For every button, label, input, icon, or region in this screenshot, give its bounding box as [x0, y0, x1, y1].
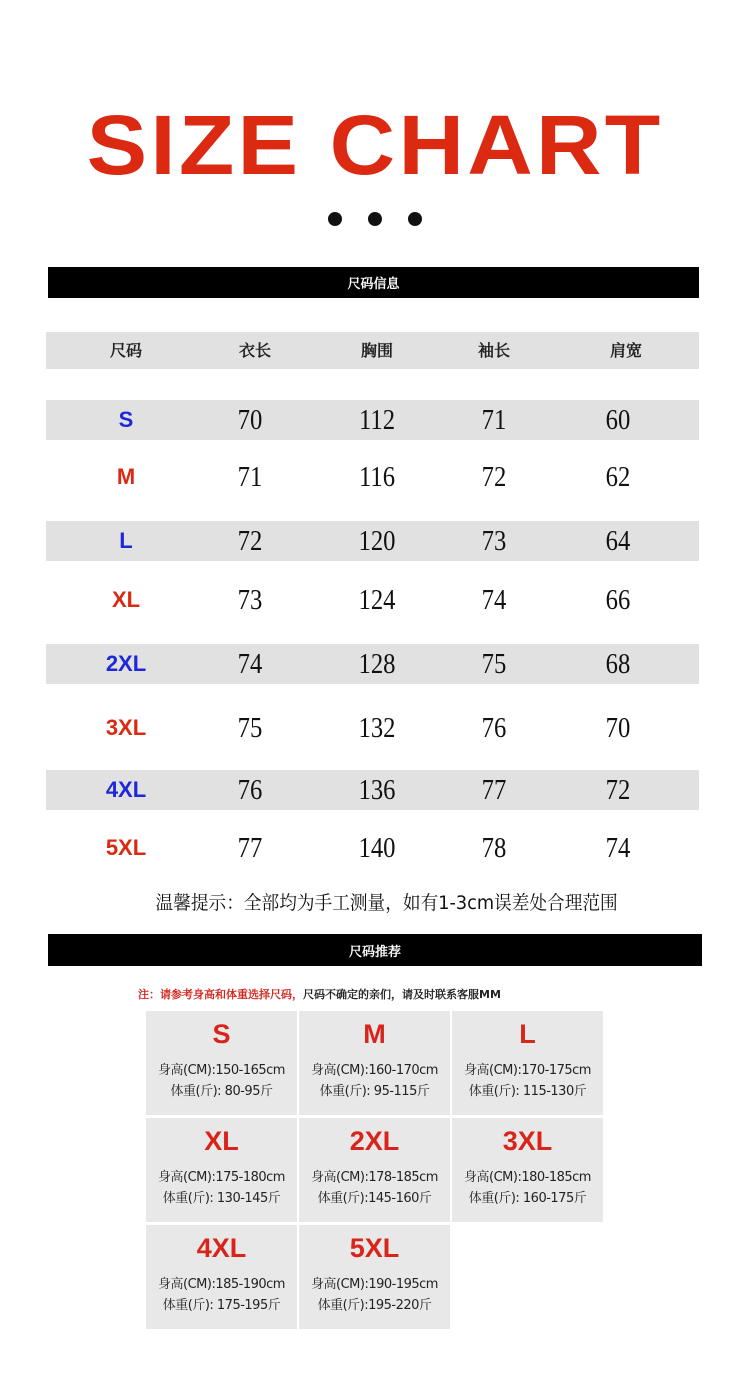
card-weight: 体重(斤): 95-115斤 — [319, 1084, 430, 1099]
card-size: L — [519, 1019, 536, 1049]
recommend-card — [299, 1225, 450, 1329]
card-size: 5XL — [349, 1233, 400, 1263]
recommend-card — [146, 1225, 297, 1329]
row-size: S — [118, 407, 134, 432]
dot-icon — [408, 212, 422, 226]
row-sleeve: 77 — [481, 774, 507, 806]
row-shoulder: 62 — [605, 461, 631, 493]
recommend-card — [299, 1011, 450, 1115]
row-shoulder: 70 — [605, 712, 631, 744]
row-length: 75 — [237, 712, 263, 744]
card-size: S — [212, 1019, 231, 1049]
page-title: SIZE CHART — [86, 98, 664, 192]
header-sleeve: 袖长 — [477, 341, 511, 360]
card-weight: 体重(斤):145-160斤 — [317, 1191, 432, 1206]
table-row — [46, 828, 699, 868]
row-chest: 116 — [358, 461, 396, 493]
row-shoulder: 74 — [605, 832, 631, 864]
card-height: 身高(CM):160-170cm — [311, 1063, 438, 1078]
table-row — [46, 521, 699, 561]
card-size: M — [363, 1019, 386, 1049]
recommend-card — [452, 1011, 603, 1115]
recommend-card — [299, 1118, 450, 1222]
card-size: XL — [204, 1126, 239, 1156]
card-weight: 体重(斤): 80-95斤 — [170, 1084, 273, 1099]
row-size: 3XL — [105, 715, 147, 740]
table-row — [46, 644, 699, 684]
row-chest: 128 — [358, 648, 396, 680]
row-length: 76 — [237, 774, 263, 806]
recommend-note — [138, 986, 501, 1002]
card-size: 2XL — [349, 1126, 400, 1156]
decorative-dots — [0, 212, 750, 226]
size-recommend-label: 尺码推荐 — [348, 944, 401, 960]
row-size: 4XL — [105, 777, 147, 802]
table-row — [46, 580, 699, 620]
row-sleeve: 71 — [481, 404, 507, 436]
card-weight: 体重(斤): 160-175斤 — [468, 1191, 587, 1206]
dot-icon — [328, 212, 342, 226]
card-height: 身高(CM):180-185cm — [464, 1170, 591, 1185]
row-chest: 136 — [358, 774, 396, 806]
card-height: 身高(CM):185-190cm — [158, 1277, 285, 1292]
header-size: 尺码 — [109, 341, 143, 360]
note-black-text: 尺码不确定的亲们，请及时联系客服MM — [303, 988, 501, 1001]
row-chest: 124 — [358, 584, 396, 616]
row-chest: 112 — [358, 404, 396, 436]
row-shoulder: 64 — [605, 525, 631, 557]
size-recommend-section-bar — [48, 934, 702, 966]
row-sleeve: 76 — [481, 712, 507, 744]
card-weight: 体重(斤): 130-145斤 — [162, 1191, 281, 1206]
row-sleeve: 72 — [481, 461, 507, 493]
size-info-label: 尺码信息 — [347, 277, 400, 292]
row-length: 72 — [237, 525, 263, 557]
row-sleeve: 75 — [481, 648, 507, 680]
card-height: 身高(CM):190-195cm — [311, 1277, 438, 1292]
table-row — [46, 457, 699, 497]
row-shoulder: 68 — [605, 648, 631, 680]
row-sleeve: 74 — [481, 584, 507, 616]
row-length: 73 — [237, 584, 263, 616]
card-weight: 体重(斤): 115-130斤 — [468, 1084, 587, 1099]
row-length: 71 — [237, 461, 263, 493]
recommend-card — [452, 1118, 603, 1222]
row-shoulder: 72 — [605, 774, 631, 806]
header-shoulder: 肩宽 — [609, 341, 643, 360]
table-row — [46, 400, 699, 440]
card-size: 3XL — [502, 1126, 553, 1156]
row-sleeve: 73 — [481, 525, 507, 557]
size-info-section-bar — [48, 267, 699, 298]
dot-icon — [368, 212, 382, 226]
row-size: M — [116, 464, 136, 489]
measurement-tip: 温馨提示：全部均为手工测量，如有1-3cm误差处合理范围 — [155, 892, 618, 914]
note-red-text: 注：请参考身高和体重选择尺码， — [138, 988, 303, 1001]
card-weight: 体重(斤):195-220斤 — [317, 1298, 432, 1313]
row-sleeve: 78 — [481, 832, 507, 864]
row-length: 77 — [237, 832, 263, 864]
row-size: 5XL — [105, 835, 147, 860]
row-length: 74 — [237, 648, 263, 680]
row-shoulder: 60 — [605, 404, 631, 436]
card-height: 身高(CM):178-185cm — [311, 1170, 438, 1185]
recommend-card — [146, 1118, 297, 1222]
row-chest: 140 — [358, 832, 396, 864]
row-length: 70 — [237, 404, 263, 436]
row-size: 2XL — [105, 651, 147, 676]
table-header — [46, 332, 699, 369]
card-height: 身高(CM):150-165cm — [158, 1063, 285, 1078]
row-shoulder: 66 — [605, 584, 631, 616]
header-length: 衣长 — [238, 341, 272, 360]
table-row — [46, 770, 699, 810]
row-chest: 132 — [358, 712, 396, 744]
row-size: XL — [111, 587, 141, 612]
row-chest: 120 — [358, 525, 396, 557]
card-weight: 体重(斤): 175-195斤 — [162, 1298, 281, 1313]
card-height: 身高(CM):175-180cm — [158, 1170, 285, 1185]
card-height: 身高(CM):170-175cm — [464, 1063, 591, 1078]
row-size: L — [119, 528, 133, 553]
recommend-card — [146, 1011, 297, 1115]
card-size: 4XL — [196, 1233, 247, 1263]
header-chest: 胸围 — [360, 341, 394, 360]
table-row — [46, 708, 699, 748]
